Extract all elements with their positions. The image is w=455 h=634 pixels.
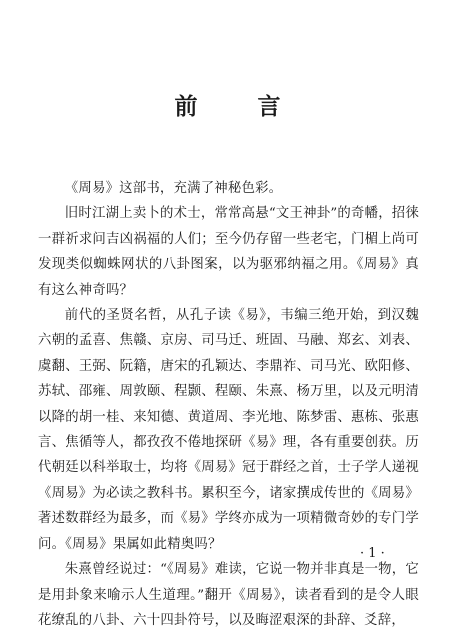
paragraph: 《周易》这部书，充满了神秘色彩。 xyxy=(64,181,283,196)
paragraph: 前代的圣贤名哲，从孔子读《易》，韦编三绝开始，到汉魏六朝的孟喜、焦赣、京房、司马迁、班固、马融、郑玄、刘表、虞翻、王弼、阮籍，唐宋的孔颖达、李鼎祚、司马光、欧阳修、苏轼、邵雍、周敦颐、程颢、程颐、朱熹、杨万里，以及元明清以降的胡一桂、来知德、黄道周、李光地、陈梦雷、惠栋、张惠言、焦循等人，都孜孜不倦地探研《易》理，各有重要创获。历代朝廷以科举取士，均将《周易》冠于群经之首，士子学人递视《周易》为必读之教科书。累积至今，诸家撰成传世的《周易》著述数群经为最多，而《易》学终亦成为一项精微奇妙的专门学问。《周易》果属如此精奥吗？ xyxy=(38,308,419,552)
page-title: 前 言 xyxy=(174,94,307,120)
paragraph: 旧时江湖上卖卜的术士，常常高悬“文王神卦”的奇幡，招徕一群祈求问吉凶祸福的人们；至今仍存留一些老宅，门楣上尚可发现类似蜘蛛网状的八卦图案，以为驱邪纳福之用。《周易》真有这么神奇吗？ xyxy=(38,206,419,298)
preface-body xyxy=(38,176,419,633)
paragraph: 朱熹曾经说过：“《周易》难读，它说一物并非真是一物，它是用卦象来喻示人生道理。”翻开《周易》，读者看到的是令人眼花缭乱的八卦、六十四卦符号，以及晦涩艰深的卦辞、爻辞， xyxy=(38,562,419,628)
page-number: · 1 · xyxy=(360,546,385,561)
